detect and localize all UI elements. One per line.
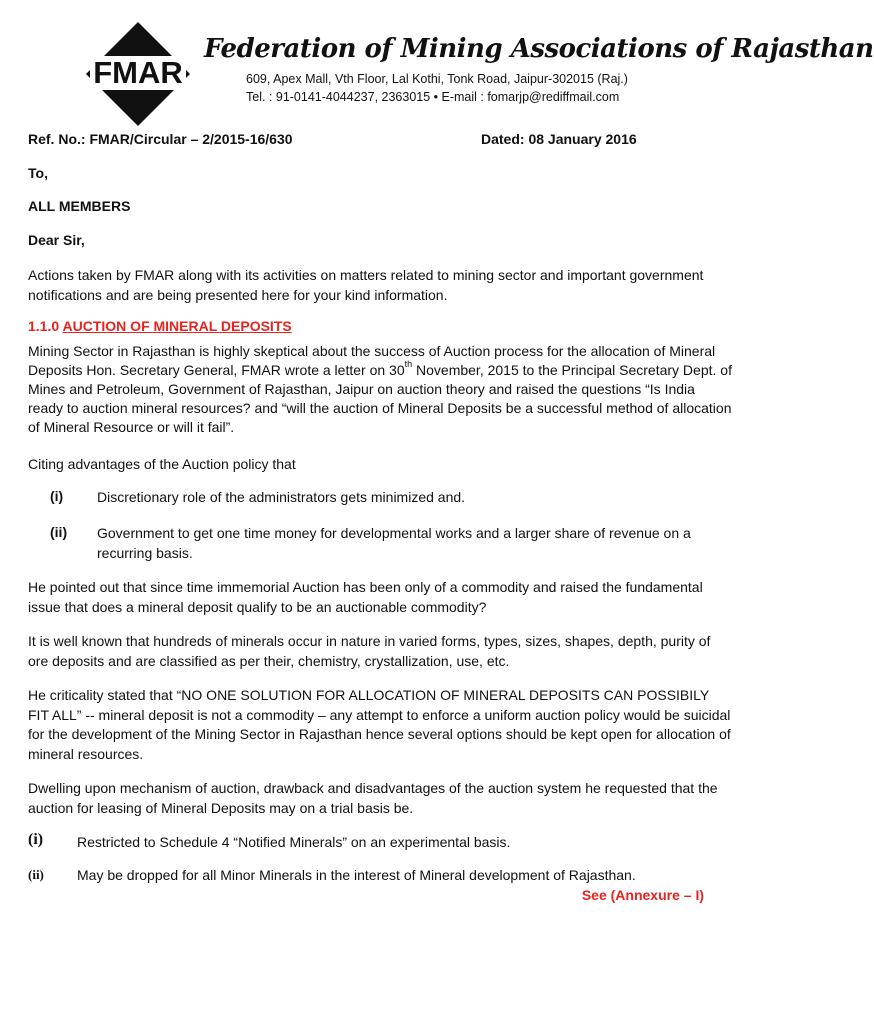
criticality-paragraph (28, 686, 732, 764)
pointed-out-paragraph: He pointed out that since time immemorial Auction has been only of a commodity and raised the fundamental issue that does a mineral deposit qualify to be an auctionable commodity? (28, 579, 703, 615)
section-heading (28, 318, 292, 334)
dwelling-paragraph: Dwelling upon mechanism of auction, drawback and disadvantages of the auction system he requested that the auction for leasing of Mineral Deposits may on a trial basis be. (28, 780, 718, 816)
mining-paragraph (28, 342, 732, 437)
criticality-rest: -- mineral deposit is not a commodity – any attempt to enforce a uniform auction policy would be suicidal for the development of the Mining Sector in Rajasthan hence several options should be kept open for allocation of mineral resources. (28, 706, 731, 762)
date-line: Dated: 08 January 2016 (481, 131, 637, 147)
request-marker: (i) (28, 831, 44, 848)
fmar-logo (84, 20, 192, 128)
request-item: Restricted to Schedule 4 “Notified Minerals” on an experimental basis. (77, 834, 511, 850)
to-line: To, (28, 165, 48, 181)
reference-number: Ref. No.: FMAR/Circular – 2/2015-16/630 (28, 131, 293, 147)
salutation: Dear Sir, (28, 232, 85, 248)
request-item: May be dropped for all Minor Minerals in the interest of Mineral development of Rajasthan. (77, 867, 636, 883)
annexure-reference: See (Annexure – I) (581, 887, 704, 903)
intro-paragraph: Actions taken by FMAR along with its activities on matters related to mining sector and important government notifications and are being presented here for your kind information. (28, 267, 704, 303)
advantage-marker: (i) (50, 488, 64, 504)
mining-sup: th (404, 359, 413, 369)
org-name: Federation of Mining Associations of Rajasthan (204, 34, 874, 64)
logo-text: FMAR (93, 55, 183, 90)
recipient-line: ALL MEMBERS (28, 198, 131, 214)
criticality-lead: He criticality stated that (28, 687, 177, 703)
advantage-marker: (ii) (50, 524, 68, 540)
mining-text-1: Mining Sector in Rajasthan is highly skeptical about the success of Auction process for the allocation of Mineral Deposits Hon. Secretary General, FMAR wrote a letter on 30 (28, 343, 716, 378)
criticality-quote: “NO ONE SOLUTION FOR ALLOCATION OF MINERAL DEPOSITS CAN POSSIBILY FIT ALL” (28, 687, 709, 723)
section-title: AUCTION OF MINERAL DEPOSITS (62, 318, 292, 334)
citing-paragraph: Citing advantages of the Auction policy that (28, 456, 296, 472)
mining-text-2: November, 2015 to the Principal Secretary Dept. of Mines and Petroleum, Government of Rajasthan, Jaipur on auction theory and raised the questions “Is India ready to auction mineral resources? and “will the auction of Mineral Deposits be a successful method of allocation of Mineral Resource or will it fail”. (28, 362, 732, 435)
section-number: 1.1.0 (28, 318, 60, 334)
well-known-paragraph: It is well known that hundreds of minerals occur in nature in varied forms, types, sizes, shapes, depth, purity of ore deposits and are classified as per their, chemistry, crystallization, use, etc. (28, 633, 711, 669)
org-address: 609, Apex Mall, Vth Floor, Lal Kothi, Tonk Road, Jaipur-302015 (Raj.) (246, 72, 628, 86)
request-marker: (ii) (28, 867, 44, 882)
advantage-item: Discretionary role of the administrators gets minimized and. (97, 489, 466, 505)
org-contact: Tel. : 91-0141-4044237, 2363015 • E-mail : fomarjp@rediffmail.com (246, 90, 620, 104)
advantage-item: Government to get one time money for developmental works and a larger share of revenue on a recurring basis. (97, 525, 691, 561)
